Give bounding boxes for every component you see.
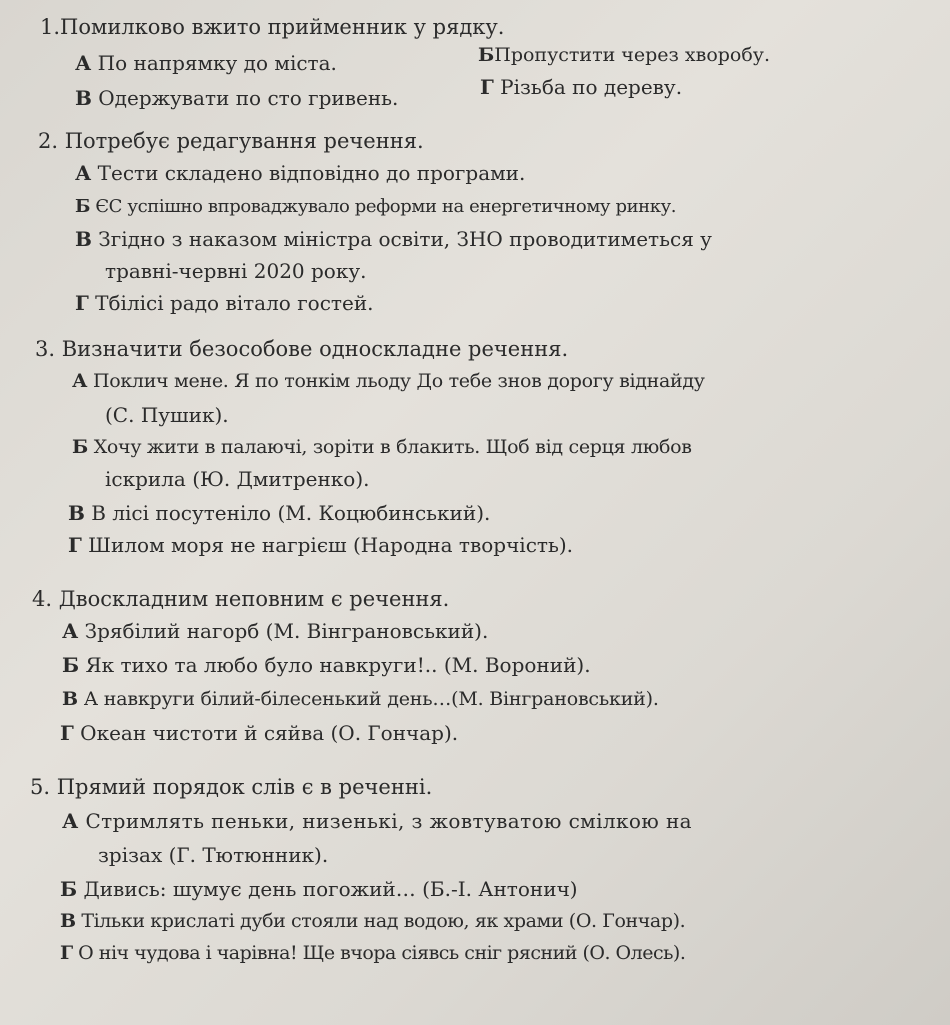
option-text: Згідно з наказом міністра освіти, ЗНО проводитиметься у xyxy=(98,227,712,251)
q1-option-d xyxy=(480,74,682,100)
option-letter: Б xyxy=(60,877,78,901)
q2-option-b xyxy=(75,194,676,220)
option-letter: В xyxy=(75,86,92,110)
q2-option-c xyxy=(75,226,712,252)
option-letter: В xyxy=(75,227,92,251)
option-letter: В xyxy=(60,910,76,932)
q2-option-a xyxy=(75,160,525,186)
option-letter: Г xyxy=(60,942,73,964)
option-text: Шилом моря не нагрієш (Народна творчість). xyxy=(88,533,574,557)
option-letter: Г xyxy=(75,291,89,315)
option-letter: Б xyxy=(62,653,80,677)
option-text: Тбілісі радо вітало гостей. xyxy=(95,291,374,315)
q4-option-b xyxy=(62,652,591,678)
option-letter: А xyxy=(72,370,88,392)
option-text: А навкруги білий-білесенький день…(М. Вінграновський). xyxy=(83,688,659,710)
option-text: О ніч чудова і чарівна! Ще вчора сіявсь сніг рясний (О. Олесь). xyxy=(78,942,686,964)
q3-option-c xyxy=(68,500,490,526)
option-letter: Б xyxy=(478,44,495,66)
q5-option-a-continuation: зрізах (Г. Тютюнник). xyxy=(98,843,329,867)
question-3-title: 3. Визначити безособове односкладне речення. xyxy=(35,337,569,361)
q5-option-c xyxy=(60,908,685,934)
option-letter: Г xyxy=(480,75,494,99)
option-text: Пропустити через хворобу. xyxy=(494,44,771,66)
option-text: Стримлять пеньки, низенькі, з жовтуватою смілкою на xyxy=(85,809,693,833)
option-text: Дивись: шумує день погожий… (Б.-І. Антонич) xyxy=(83,877,578,901)
q3-option-a-continuation: (С. Пушик). xyxy=(105,403,229,427)
q1-option-a xyxy=(75,50,337,76)
q5-option-a xyxy=(62,808,692,834)
option-text: По напрямку до міста. xyxy=(97,51,337,75)
question-5-title: 5. Прямий порядок слів є в реченні. xyxy=(30,775,433,799)
q3-option-a xyxy=(72,368,705,394)
option-letter: А xyxy=(75,51,92,75)
q3-option-b xyxy=(72,434,692,460)
q2-option-d xyxy=(75,290,374,316)
option-text: Зрябілий нагорб (М. Вінграновський). xyxy=(84,619,489,643)
q4-option-a xyxy=(62,618,488,644)
option-letter: Г xyxy=(68,533,82,557)
option-letter: А xyxy=(62,809,79,833)
option-text: Поклич мене. Я по тонкім льоду До тебе знов дорогу віднайду xyxy=(92,370,705,392)
option-text: Хочу жити в палаючі, зоріти в блакить. Щоб від серця любов xyxy=(93,436,692,458)
option-text: Тести складено відповідно до програми. xyxy=(97,161,526,185)
option-text: В лісі посутеніло (М. Коцюбинський). xyxy=(91,501,491,525)
option-text: Океан чистоти й сяйва (О. Гончар). xyxy=(80,721,459,745)
option-letter: Б xyxy=(72,436,88,458)
q4-option-c xyxy=(62,686,659,712)
option-letter: А xyxy=(75,161,92,185)
option-text: Одержувати по сто гривень. xyxy=(98,86,399,110)
q3-option-b-continuation: іскрила (Ю. Дмитренко). xyxy=(105,467,370,491)
option-letter: Б xyxy=(75,196,90,217)
question-1-title: 1.Помилково вжито прийменник у рядку. xyxy=(40,15,505,39)
q1-option-c xyxy=(75,85,398,111)
option-text: Як тихо та любо було навкруги!.. (М. Вороний). xyxy=(85,653,591,677)
q5-option-b xyxy=(60,876,578,902)
q5-option-d xyxy=(60,940,685,966)
option-text: Тільки крислаті дуби стояли над водою, як храми (О. Гончар). xyxy=(81,910,686,932)
q4-option-d xyxy=(60,720,458,746)
option-letter: А xyxy=(62,619,79,643)
option-letter: В xyxy=(68,501,85,525)
option-text: Різьба по дереву. xyxy=(500,75,683,99)
q2-option-c-continuation: травні-червні 2020 року. xyxy=(105,259,367,283)
q1-option-b xyxy=(478,42,770,68)
q3-option-d xyxy=(68,532,573,558)
question-4-title: 4. Двоскладним неповним є речення. xyxy=(32,587,450,611)
question-2-title: 2. Потребує редагування речення. xyxy=(38,129,424,153)
option-letter: В xyxy=(62,688,78,710)
option-text: ЄС успішно впроваджувало реформи на енергетичному ринку. xyxy=(95,196,677,217)
option-letter: Г xyxy=(60,721,74,745)
